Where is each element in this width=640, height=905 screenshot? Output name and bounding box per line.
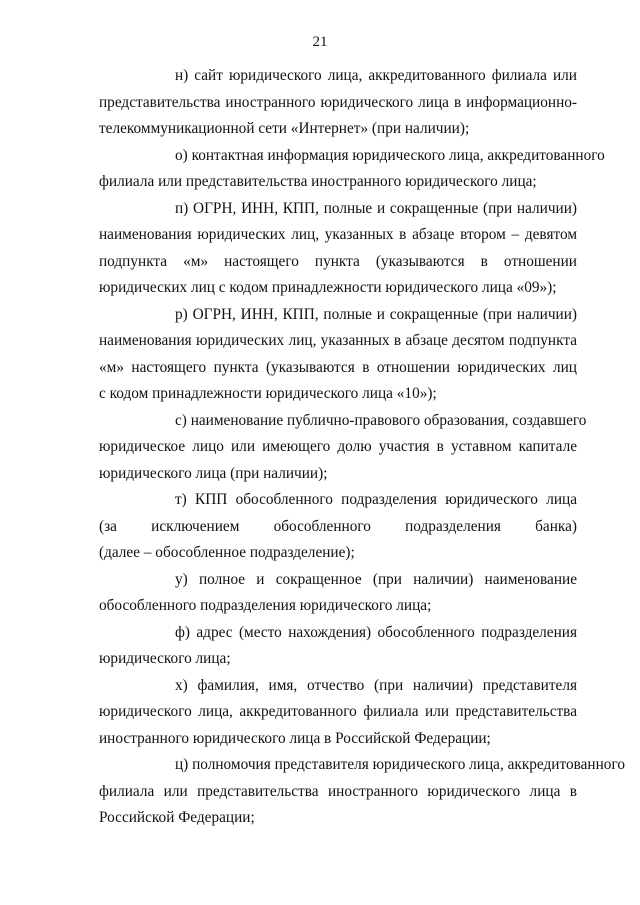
text-line: филиала или представительства иностранного юридического лица; xyxy=(99,173,537,190)
text-line: т) КПП обособленного подразделения юридического лица xyxy=(175,491,577,508)
document-body xyxy=(99,63,625,832)
paragraph-r xyxy=(99,302,577,408)
text-line: х) фамилия, имя, отчество (при наличии) представителя xyxy=(175,676,577,694)
text-line: юридических лиц с кодом принадлежности юридического лица «09»); xyxy=(99,279,557,296)
text-line: юридического лица; xyxy=(99,650,231,667)
text-line: наименования юридических лиц, указанных в абзаце десятом подпункта xyxy=(99,332,577,349)
paragraph-n xyxy=(99,63,577,143)
text-line: обособленного подразделения юридического лица; xyxy=(99,597,432,614)
text-line: юридического лица (при наличии); xyxy=(99,464,328,482)
text-line: телекоммуникационной сети «Интернет» (при наличии); xyxy=(99,120,470,137)
text-line: наименования юридических лиц, указанных в абзаце втором – девятом xyxy=(99,226,577,243)
text-line: (за исключением обособленного подразделения банка) xyxy=(99,517,577,535)
paragraph-f xyxy=(99,620,577,673)
paragraph-s xyxy=(99,408,587,488)
paragraph-kh xyxy=(99,673,577,753)
paragraph-t xyxy=(99,487,577,567)
text-line: р) ОГРН, ИНН, КПП, полные и сокращенные (при наличии) xyxy=(175,305,577,323)
text-line: о) контактная информация юридического лица, аккредитованного xyxy=(175,146,605,164)
paragraph-u xyxy=(99,567,577,620)
text-line: иностранного юридического лица в Российской Федерации; xyxy=(99,729,491,747)
paragraph-p xyxy=(99,196,577,302)
text-line: Российской Федерации; xyxy=(99,809,255,826)
text-line: юридическое лицо или имеющего долю участия в уставном капитале xyxy=(99,438,577,455)
text-line: с) наименование публично-правового образования, создавшего xyxy=(175,411,587,429)
paragraph-o xyxy=(99,143,605,196)
page-number: 21 xyxy=(312,34,328,50)
text-line: п) ОГРН, ИНН, КПП, полные и сокращенные (при наличии) xyxy=(175,199,577,217)
text-line: ц) полномочия представителя юридического лица, аккредитованного xyxy=(175,756,625,773)
text-line: подпункта «м» настоящего пункта (указываются в отношении xyxy=(99,252,577,270)
text-line: юридического лица, аккредитованного филиала или представительства xyxy=(99,703,577,720)
text-line: н) сайт юридического лица, аккредитованного филиала или xyxy=(175,67,577,84)
text-line: ф) адрес (место нахождения) обособленного подразделения xyxy=(175,623,577,641)
text-line: представительства иностранного юридического лица в информационно- xyxy=(99,93,577,111)
paragraph-ts xyxy=(99,752,625,832)
text-line: у) полное и сокращенное (при наличии) наименование xyxy=(175,570,577,588)
text-line: (далее – обособленное подразделение); xyxy=(99,544,355,561)
text-line: с кодом принадлежности юридического лица «10»); xyxy=(99,385,437,402)
text-line: «м» настоящего пункта (указываются в отношении юридических лиц xyxy=(99,358,577,376)
text-line: филиала или представительства иностранного юридического лица в xyxy=(99,782,577,800)
